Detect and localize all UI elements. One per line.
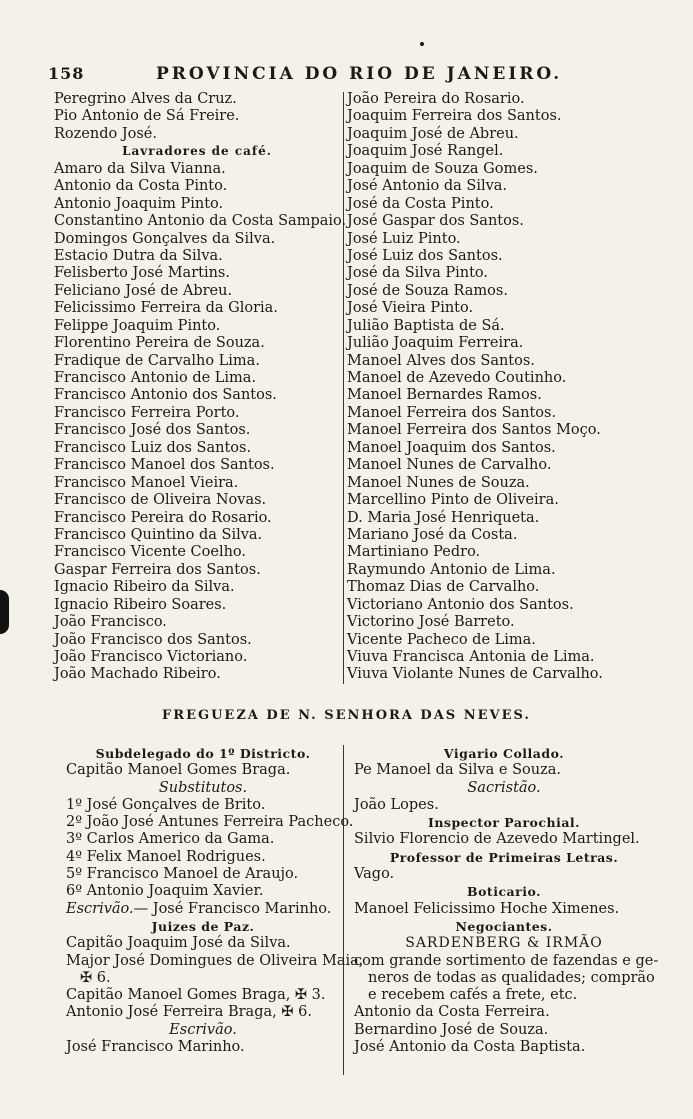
list-item: com grande sortimento de fazendas e ge-	[354, 952, 659, 969]
list-item: João Francisco Victoriano.	[54, 649, 248, 665]
page-header	[48, 62, 638, 88]
list-item: Manoel Felicissimo Hoche Ximenes.	[354, 900, 620, 917]
list-item: Ignacio Ribeiro Soares.	[54, 596, 227, 613]
bottom-left-column	[66, 745, 364, 1056]
list-item: Pio Antonio de Sá Freire.	[54, 108, 240, 125]
list-item: João Pereira do Rosario.	[347, 91, 525, 107]
list-item: José Vieira Pinto.	[347, 300, 474, 317]
list-item: Escrivão.	[169, 1021, 237, 1038]
list-item: Manoel Ferreira dos Santos.	[347, 404, 557, 421]
list-item: Thomaz Dias de Carvalho.	[347, 579, 540, 596]
list-item: Capitão Manoel Gomes Braga.	[66, 762, 291, 779]
list-item: Manoel Alves dos Santos.	[347, 352, 535, 369]
bottom-right-column	[354, 745, 659, 1056]
ink-speck	[420, 42, 424, 46]
list-item: Estacio Dutra da Silva.	[54, 247, 223, 264]
list-item: Francisco Antonio dos Santos.	[54, 387, 277, 404]
list-item: Viuva Francisca Antonia de Lima.	[347, 649, 595, 665]
section-heading: Inspector Parochial.	[427, 815, 581, 831]
list-item: Gaspar Ferreira dos Santos.	[54, 561, 261, 578]
section-heading: Negociantes.	[455, 918, 553, 934]
entry-text: — José Francisco Marinho.	[133, 900, 332, 917]
list-item: Manoel Ferreira dos Santos Moço.	[347, 422, 601, 439]
list-item: Pe Manoel da Silva e Souza.	[354, 762, 561, 779]
list-item: João Lopes.	[354, 796, 439, 813]
list-item: Manoel de Azevedo Coutinho.	[347, 370, 567, 386]
list-item: Francisco Luiz dos Santos.	[54, 439, 252, 456]
list-item: Antonio Joaquim Pinto.	[54, 195, 224, 212]
list-item: ✠ 6.	[80, 969, 111, 986]
list-item: 6º Antonio Joaquim Xavier.	[66, 883, 264, 900]
list-item: Raymundo Antonio de Lima.	[347, 561, 556, 578]
section-heading: Juizes de Paz.	[151, 918, 255, 934]
list-item: 3º Carlos Americo da Gama.	[66, 831, 275, 848]
list-item: Fradique de Carvalho Lima.	[54, 352, 260, 369]
list-item: Constantino Antonio da Costa Sampaio.	[54, 213, 347, 230]
section-heading: Professor de Primeiras Letras.	[389, 849, 619, 865]
list-item: Ignacio Ribeiro da Silva.	[54, 579, 235, 596]
list-item: Joaquim de Souza Gomes.	[347, 160, 538, 177]
list-item: Sacristão.	[467, 779, 541, 796]
list-item: Manoel Bernardes Ramos.	[347, 387, 542, 404]
list-item: Victoriano Antonio dos Santos.	[347, 596, 574, 613]
list-item: Mariano José da Costa.	[347, 526, 518, 543]
list-item: Substitutos.	[158, 779, 248, 796]
list-item: Francisco Antonio de Lima.	[54, 370, 257, 386]
list-item: Manoel Joaquim dos Santos.	[347, 439, 556, 456]
top-left-column	[54, 91, 347, 684]
list-item: Florentino Pereira de Souza.	[54, 335, 265, 352]
list-item: Joaquim José de Abreu.	[347, 125, 519, 142]
section-title: FREGUEZA DE N. SENHORA DAS NEVES.	[162, 708, 531, 723]
list-item: Capitão Joaquim José da Silva.	[66, 935, 291, 952]
list-item: José de Souza Ramos.	[347, 282, 508, 299]
list-item: Francisco Pereira do Rosario.	[54, 509, 272, 526]
list-item: Francisco Manoel dos Santos.	[54, 457, 275, 474]
list-item: Domingos Gonçalves da Silva.	[54, 230, 276, 247]
list-item: SARDENBERG & IRMÃO	[405, 935, 603, 952]
list-item: 4º Felix Manoel Rodrigues.	[66, 848, 266, 865]
list-item: Manoel Nunes de Carvalho.	[347, 457, 552, 474]
list-item: Francisco de Oliveira Novas.	[54, 492, 267, 509]
list-item: Julião Joaquim Ferreira.	[347, 335, 524, 352]
list-item: José Gaspar dos Santos.	[347, 213, 524, 230]
list-item: João Francisco dos Santos.	[54, 631, 252, 648]
list-item: José Antonio da Silva.	[347, 178, 508, 195]
top-right-column	[347, 91, 647, 684]
list-item: José da Silva Pinto.	[347, 265, 489, 282]
running-title: PROVINCIA DO RIO DE JANEIRO.	[156, 64, 563, 84]
list-item: Peregrino Alves da Cruz.	[54, 91, 237, 107]
list-item: Martiniano Pedro.	[347, 544, 481, 561]
section-heading: Boticario.	[467, 884, 541, 900]
section-heading: Lavradores de café.	[122, 144, 272, 159]
list-item: 2º João José Antunes Ferreira Pacheco.	[66, 814, 354, 831]
list-item: Antonio da Costa Ferreira.	[354, 1004, 550, 1021]
list-item: 1º José Gonçalves de Brito.	[66, 796, 266, 813]
list-item: Major José Domingues de Oliveira Maia,	[66, 952, 364, 969]
role-label: Escrivão.	[66, 900, 134, 917]
list-item: Felisberto José Martins.	[54, 265, 230, 282]
list-item: Felicissimo Ferreira da Gloria.	[54, 300, 278, 317]
list-item: Francisco Manoel Vieira.	[54, 474, 239, 491]
list-item: Amaro da Silva Vianna.	[54, 160, 226, 177]
list-item: Joaquim José Rangel.	[347, 143, 504, 160]
list-item: Rozendo José.	[54, 125, 158, 142]
list-item: José Antonio da Costa Baptista.	[354, 1039, 586, 1056]
list-item: Francisco José dos Santos.	[54, 422, 251, 439]
list-item: Antonio José Ferreira Braga, ✠ 6.	[66, 1004, 312, 1021]
list-item: Feliciano José de Abreu.	[54, 282, 233, 299]
list-item: Antonio da Costa Pinto.	[54, 178, 228, 195]
list-item: neros de todas as qualidades; comprão	[368, 969, 655, 986]
list-item: e recebem cafés a frete, etc.	[368, 987, 578, 1004]
column-divider-bottom	[343, 745, 344, 1075]
list-item: Julião Baptista de Sá.	[347, 317, 505, 334]
section-heading: Subdelegado do 1º Districto.	[95, 746, 311, 761]
list-item: José Luiz dos Santos.	[347, 247, 503, 264]
list-item: Vicente Pacheco de Lima.	[347, 631, 536, 648]
list-item: 5º Francisco Manoel de Araujo.	[66, 866, 299, 883]
list-item: Vago.	[354, 866, 395, 883]
list-item: Bernardino José de Souza.	[354, 1021, 549, 1038]
list-item: José Luiz Pinto.	[347, 230, 461, 247]
list-item: Marcellino Pinto de Oliveira.	[347, 492, 559, 509]
list-item: José da Costa Pinto.	[347, 195, 494, 212]
list-item: João Machado Ribeiro.	[54, 666, 221, 683]
list-item: Victorino José Barreto.	[347, 614, 515, 631]
list-item: Francisco Quintino da Silva.	[54, 526, 263, 543]
list-item: Silvio Florencio de Azevedo Martingel.	[354, 831, 640, 848]
list-item: D. Maria José Henriqueta.	[347, 509, 540, 526]
list-item: Francisco Vicente Coelho.	[54, 544, 247, 561]
list-item: Capitão Manoel Gomes Braga, ✠ 3.	[66, 987, 326, 1004]
list-item: José Francisco Marinho.	[66, 1039, 245, 1056]
list-item: João Francisco.	[54, 614, 167, 631]
section-heading: Vigario Collado.	[443, 746, 565, 761]
list-item: Manoel Nunes de Souza.	[347, 474, 530, 491]
list-item: Joaquim Ferreira dos Santos.	[347, 108, 562, 125]
page-number: 158	[48, 64, 85, 83]
list-item: Viuva Violante Nunes de Carvalho.	[347, 666, 603, 683]
column-divider-top	[343, 92, 344, 684]
list-item: Felippe Joaquim Pinto.	[54, 317, 221, 334]
ink-blot	[0, 590, 9, 634]
list-item	[66, 901, 340, 918]
list-item: Francisco Ferreira Porto.	[54, 404, 240, 421]
